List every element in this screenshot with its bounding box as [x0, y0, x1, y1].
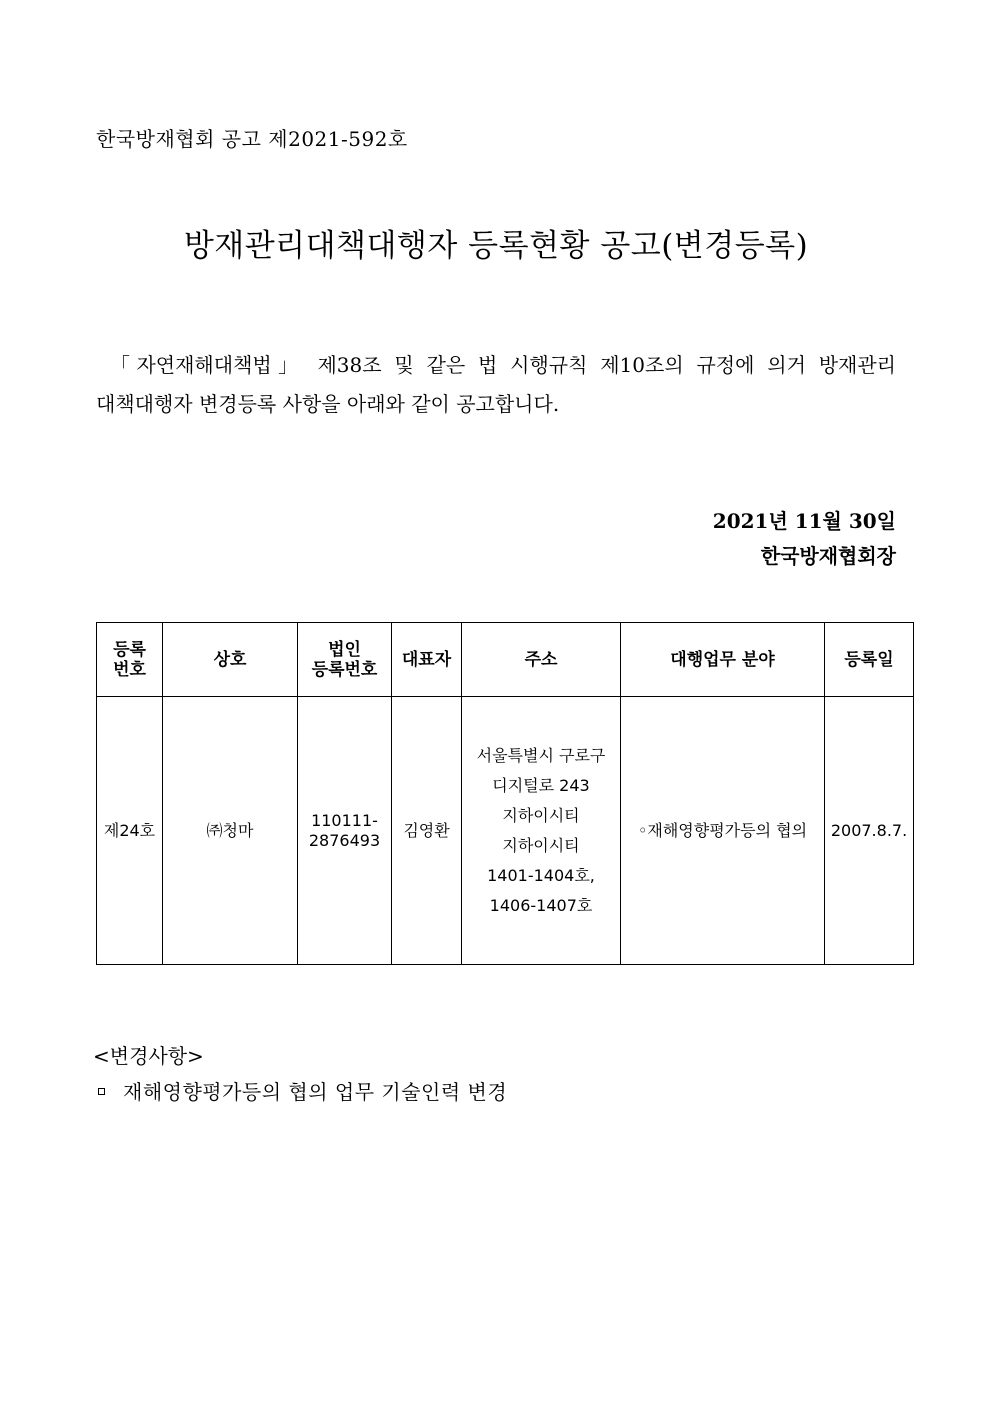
changes-heading: <변경사항>	[93, 1044, 204, 1068]
cell-representative: 김영환	[392, 697, 462, 965]
square-bullet-icon	[98, 1088, 105, 1095]
document-title: 방재관리대책대행자 등록현황 공고(변경등록)	[183, 228, 809, 264]
header-company: 상호	[163, 623, 298, 697]
header-reg-no: 등록 번호	[97, 623, 163, 697]
header-reg-date: 등록일	[825, 623, 914, 697]
registry-table	[96, 622, 914, 965]
notice-body-line-1: 「자연재해대책법」 제38조 및 같은 법 시행규칙 제10조의 규정에 의거 방재관리	[110, 353, 896, 377]
header-business: 대행업무 분야	[621, 623, 825, 697]
issuer-name: 한국방재협회장	[760, 544, 896, 568]
header-corp-no: 법인 등록번호	[298, 623, 392, 697]
issue-date: 2021년 11월 30일	[712, 509, 896, 533]
change-item	[98, 1076, 507, 1105]
cell-corp-no: 110111- 2876493	[298, 697, 392, 965]
cell-address: 서울특별시 구로구 디지털로 243 지하이시티 지하이시티 1401-1404호, 1406-1407호	[462, 697, 621, 965]
notice-number: 한국방재협회 공고 제2021-592호	[96, 127, 408, 151]
change-item-text: 재해영향평가등의 협의 업무 기술인력 변경	[123, 1080, 508, 1104]
cell-business: ◦재해영향평가등의 협의	[621, 697, 825, 965]
cell-company: ㈜청마	[163, 697, 298, 965]
cell-reg-date: 2007.8.7.	[825, 697, 914, 965]
notice-body-line-2: 대책대행자 변경등록 사항을 아래와 같이 공고합니다.	[96, 392, 560, 416]
table-header-row	[97, 623, 914, 697]
table-row	[97, 697, 914, 965]
notice-body	[96, 346, 896, 424]
cell-reg-no: 제24호	[97, 697, 163, 965]
header-representative: 대표자	[392, 623, 462, 697]
header-address: 주소	[462, 623, 621, 697]
